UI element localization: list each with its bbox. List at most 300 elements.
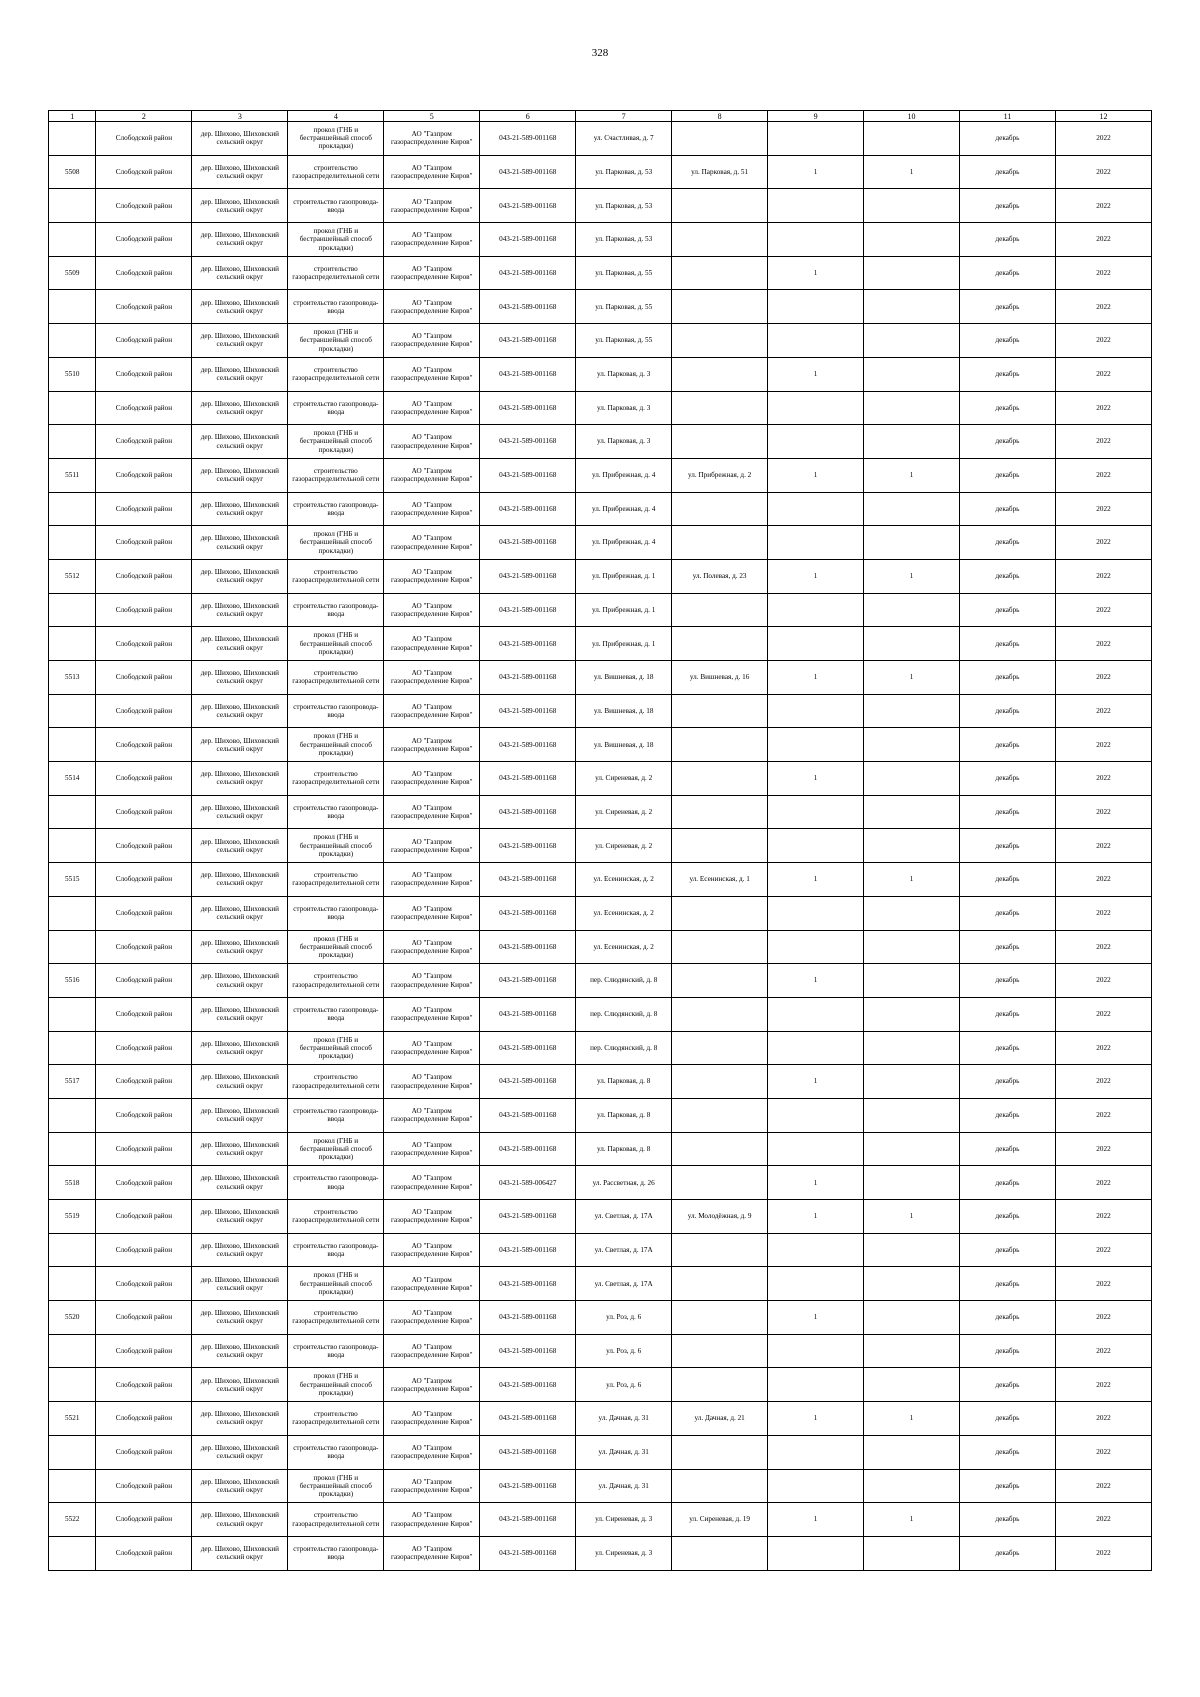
settlement-cell: дер. Шихово, Шиховский сельский округ <box>192 1031 288 1065</box>
table-row <box>49 930 1152 964</box>
quantity-a-cell: 1 <box>768 559 864 593</box>
work-type-cell: прокол (ГНБ и бестраншейный способ прокладки) <box>288 1469 384 1503</box>
row-number-cell <box>49 1536 96 1570</box>
page-number: 328 <box>591 47 609 59</box>
address-cell: ул. Роз, д. 6 <box>576 1334 672 1368</box>
quantity-b-cell <box>864 1368 960 1402</box>
settlement-cell: дер. Шихово, Шиховский сельский округ <box>192 391 288 425</box>
quantity-a-cell: 1 <box>768 155 864 189</box>
quantity-b-cell: 1 <box>864 1200 960 1234</box>
month-cell: декабрь <box>960 458 1056 492</box>
quantity-b-cell <box>864 122 960 156</box>
address-cell: ул. Парковая, д. 55 <box>576 324 672 358</box>
quantity-a-cell: 1 <box>768 256 864 290</box>
row-number-cell <box>49 1267 96 1301</box>
district-cell: Слободской район <box>96 458 192 492</box>
table-row <box>49 1200 1152 1234</box>
settlement-cell: дер. Шихово, Шиховский сельский округ <box>192 694 288 728</box>
table-row <box>49 391 1152 425</box>
month-cell: декабрь <box>960 290 1056 324</box>
year-cell: 2022 <box>1055 661 1151 695</box>
quantity-b-cell <box>864 1132 960 1166</box>
quantity-a-cell: 1 <box>768 458 864 492</box>
work-type-cell: строительство газораспределительной сети <box>288 1065 384 1099</box>
organization-cell: АО "Газпром газораспределение Киров" <box>384 694 480 728</box>
address-cell: пер. Слюдянский, д. 8 <box>576 964 672 998</box>
address-secondary-cell: ул. Сиреневая, д. 19 <box>672 1503 768 1537</box>
address-secondary-cell <box>672 593 768 627</box>
district-cell: Слободской район <box>96 256 192 290</box>
table-row <box>49 964 1152 998</box>
table-row <box>49 1536 1152 1570</box>
row-number-cell <box>49 694 96 728</box>
settlement-cell: дер. Шихово, Шиховский сельский округ <box>192 1469 288 1503</box>
row-number-cell <box>49 1435 96 1469</box>
district-cell: Слободской район <box>96 155 192 189</box>
column-header-11: 11 <box>960 111 1056 122</box>
table-row <box>49 559 1152 593</box>
year-cell: 2022 <box>1055 1469 1151 1503</box>
address-secondary-cell: ул. Дачная, д. 21 <box>672 1402 768 1436</box>
work-type-cell: строительство газопровода-ввода <box>288 1435 384 1469</box>
address-cell: ул. Сиреневая, д. 3 <box>576 1536 672 1570</box>
registry-number-cell: 043-21-589-001168 <box>480 795 576 829</box>
row-number-cell <box>49 930 96 964</box>
table-row <box>49 694 1152 728</box>
year-cell: 2022 <box>1055 627 1151 661</box>
table-row <box>49 1503 1152 1537</box>
registry-number-cell: 043-21-589-001168 <box>480 1200 576 1234</box>
organization-cell: АО "Газпром газораспределение Киров" <box>384 1233 480 1267</box>
organization-cell: АО "Газпром газораспределение Киров" <box>384 661 480 695</box>
month-cell: декабрь <box>960 1200 1056 1234</box>
settlement-cell: дер. Шихово, Шиховский сельский округ <box>192 1301 288 1335</box>
row-number-cell <box>49 896 96 930</box>
quantity-b-cell <box>864 324 960 358</box>
month-cell: декабрь <box>960 1469 1056 1503</box>
quantity-b-cell <box>864 795 960 829</box>
column-header-7: 7 <box>576 111 672 122</box>
address-secondary-cell <box>672 1368 768 1402</box>
quantity-a-cell <box>768 930 864 964</box>
row-number-cell <box>49 425 96 459</box>
settlement-cell: дер. Шихово, Шиховский сельский округ <box>192 256 288 290</box>
registry-number-cell: 043-21-589-001168 <box>480 357 576 391</box>
district-cell: Слободской район <box>96 829 192 863</box>
address-secondary-cell <box>672 1233 768 1267</box>
address-cell: ул. Светлая, д. 17А <box>576 1233 672 1267</box>
address-secondary-cell <box>672 492 768 526</box>
work-type-cell: прокол (ГНБ и бестраншейный способ прокладки) <box>288 930 384 964</box>
column-header-5: 5 <box>384 111 480 122</box>
table-row <box>49 526 1152 560</box>
quantity-a-cell <box>768 223 864 257</box>
district-cell: Слободской район <box>96 1368 192 1402</box>
row-number-cell: 5517 <box>49 1065 96 1099</box>
row-number-cell <box>49 391 96 425</box>
settlement-cell: дер. Шихово, Шиховский сельский округ <box>192 728 288 762</box>
address-cell: ул. Рассветная, д. 26 <box>576 1166 672 1200</box>
work-type-cell: прокол (ГНБ и бестраншейный способ прокладки) <box>288 425 384 459</box>
year-cell: 2022 <box>1055 863 1151 897</box>
address-secondary-cell <box>672 1098 768 1132</box>
month-cell: декабрь <box>960 256 1056 290</box>
address-cell: ул. Парковая, д. 8 <box>576 1098 672 1132</box>
month-cell: декабрь <box>960 1435 1056 1469</box>
table-row <box>49 829 1152 863</box>
settlement-cell: дер. Шихово, Шиховский сельский округ <box>192 1200 288 1234</box>
year-cell: 2022 <box>1055 1098 1151 1132</box>
quantity-b-cell <box>864 930 960 964</box>
district-cell: Слободской район <box>96 863 192 897</box>
month-cell: декабрь <box>960 1065 1056 1099</box>
table-row <box>49 155 1152 189</box>
district-cell: Слободской район <box>96 1301 192 1335</box>
quantity-b-cell <box>864 1166 960 1200</box>
quantity-a-cell: 1 <box>768 964 864 998</box>
table-row <box>49 256 1152 290</box>
address-secondary-cell <box>672 391 768 425</box>
month-cell: декабрь <box>960 694 1056 728</box>
settlement-cell: дер. Шихово, Шиховский сельский округ <box>192 425 288 459</box>
quantity-b-cell <box>864 593 960 627</box>
quantity-b-cell <box>864 425 960 459</box>
district-cell: Слободской район <box>96 526 192 560</box>
table-row <box>49 1233 1152 1267</box>
settlement-cell: дер. Шихово, Шиховский сельский округ <box>192 997 288 1031</box>
month-cell: декабрь <box>960 661 1056 695</box>
organization-cell: АО "Газпром газораспределение Киров" <box>384 1031 480 1065</box>
district-cell: Слободской район <box>96 1098 192 1132</box>
month-cell: декабрь <box>960 1368 1056 1402</box>
registry-number-cell: 043-21-589-001168 <box>480 997 576 1031</box>
registry-number-cell: 043-21-589-001168 <box>480 964 576 998</box>
year-cell: 2022 <box>1055 425 1151 459</box>
registry-number-cell: 043-21-589-001168 <box>480 896 576 930</box>
quantity-a-cell: 1 <box>768 1301 864 1335</box>
quantity-b-cell: 1 <box>864 559 960 593</box>
work-type-cell: строительство газораспределительной сети <box>288 1200 384 1234</box>
year-cell: 2022 <box>1055 1166 1151 1200</box>
district-cell: Слободской район <box>96 189 192 223</box>
settlement-cell: дер. Шихово, Шиховский сельский округ <box>192 526 288 560</box>
quantity-a-cell <box>768 425 864 459</box>
work-type-cell: прокол (ГНБ и бестраншейный способ прокладки) <box>288 1267 384 1301</box>
registry-number-cell: 043-21-589-001168 <box>480 1536 576 1570</box>
address-secondary-cell: ул. Прибрежная, д. 2 <box>672 458 768 492</box>
quantity-b-cell <box>864 189 960 223</box>
year-cell: 2022 <box>1055 964 1151 998</box>
settlement-cell: дер. Шихово, Шиховский сельский округ <box>192 829 288 863</box>
registry-number-cell: 043-21-589-001168 <box>480 728 576 762</box>
year-cell: 2022 <box>1055 1334 1151 1368</box>
month-cell: декабрь <box>960 627 1056 661</box>
row-number-cell <box>49 122 96 156</box>
work-type-cell: прокол (ГНБ и бестраншейный способ прокладки) <box>288 829 384 863</box>
row-number-cell: 5512 <box>49 559 96 593</box>
registry-number-cell: 043-21-589-001168 <box>480 458 576 492</box>
year-cell: 2022 <box>1055 1200 1151 1234</box>
registry-number-cell: 043-21-589-001168 <box>480 1031 576 1065</box>
address-secondary-cell <box>672 1435 768 1469</box>
organization-cell: АО "Газпром газораспределение Киров" <box>384 155 480 189</box>
quantity-b-cell: 1 <box>864 1503 960 1537</box>
settlement-cell: дер. Шихово, Шиховский сельский округ <box>192 863 288 897</box>
settlement-cell: дер. Шихово, Шиховский сельский округ <box>192 1536 288 1570</box>
address-cell: ул. Парковая, д. 3 <box>576 391 672 425</box>
table-row <box>49 1469 1152 1503</box>
settlement-cell: дер. Шихово, Шиховский сельский округ <box>192 122 288 156</box>
month-cell: декабрь <box>960 964 1056 998</box>
year-cell: 2022 <box>1055 795 1151 829</box>
district-cell: Слободской район <box>96 324 192 358</box>
address-cell: ул. Парковая, д. 3 <box>576 357 672 391</box>
table-header <box>49 111 1152 122</box>
column-header-8: 8 <box>672 111 768 122</box>
quantity-a-cell <box>768 492 864 526</box>
district-cell: Слободской район <box>96 559 192 593</box>
registry-number-cell: 043-21-589-001168 <box>480 425 576 459</box>
table-row <box>49 1368 1152 1402</box>
organization-cell: АО "Газпром газораспределение Киров" <box>384 1200 480 1234</box>
address-cell: ул. Прибрежная, д. 4 <box>576 526 672 560</box>
registry-number-cell: 043-21-589-001168 <box>480 1301 576 1335</box>
year-cell: 2022 <box>1055 458 1151 492</box>
table-row <box>49 223 1152 257</box>
table-row <box>49 1267 1152 1301</box>
work-type-cell: строительство газораспределительной сети <box>288 964 384 998</box>
quantity-a-cell <box>768 1536 864 1570</box>
organization-cell: АО "Газпром газораспределение Киров" <box>384 829 480 863</box>
table-row <box>49 425 1152 459</box>
organization-cell: АО "Газпром газораспределение Киров" <box>384 290 480 324</box>
address-cell: ул. Парковая, д. 3 <box>576 425 672 459</box>
row-number-cell: 5515 <box>49 863 96 897</box>
work-type-cell: прокол (ГНБ и бестраншейный способ прокладки) <box>288 728 384 762</box>
quantity-b-cell <box>864 762 960 796</box>
work-type-cell: строительство газопровода-ввода <box>288 997 384 1031</box>
row-number-cell <box>49 1469 96 1503</box>
address-secondary-cell <box>672 964 768 998</box>
address-cell: ул. Прибрежная, д. 1 <box>576 593 672 627</box>
organization-cell: АО "Газпром газораспределение Киров" <box>384 1536 480 1570</box>
address-secondary-cell: ул. Молодёжная, д. 9 <box>672 1200 768 1234</box>
quantity-b-cell <box>864 896 960 930</box>
quantity-a-cell: 1 <box>768 357 864 391</box>
quantity-a-cell <box>768 1334 864 1368</box>
quantity-b-cell: 1 <box>864 155 960 189</box>
district-cell: Слободской район <box>96 425 192 459</box>
district-cell: Слободской район <box>96 694 192 728</box>
address-secondary-cell <box>672 526 768 560</box>
registry-number-cell: 043-21-589-006427 <box>480 1166 576 1200</box>
district-cell: Слободской район <box>96 1402 192 1436</box>
quantity-a-cell <box>768 189 864 223</box>
registry-number-cell: 043-21-589-001168 <box>480 1469 576 1503</box>
work-type-cell: строительство газораспределительной сети <box>288 863 384 897</box>
district-cell: Слободской район <box>96 391 192 425</box>
organization-cell: АО "Газпром газораспределение Киров" <box>384 1132 480 1166</box>
address-cell: ул. Счастливая, д. 7 <box>576 122 672 156</box>
row-number-cell: 5516 <box>49 964 96 998</box>
quantity-b-cell <box>864 627 960 661</box>
address-cell: ул. Сиреневая, д. 2 <box>576 762 672 796</box>
month-cell: декабрь <box>960 1166 1056 1200</box>
quantity-a-cell <box>768 694 864 728</box>
work-type-cell: строительство газопровода-ввода <box>288 290 384 324</box>
registry-number-cell: 043-21-589-001168 <box>480 1435 576 1469</box>
month-cell: декабрь <box>960 863 1056 897</box>
month-cell: декабрь <box>960 896 1056 930</box>
address-cell: ул. Есенинская, д. 2 <box>576 930 672 964</box>
quantity-a-cell <box>768 526 864 560</box>
address-cell: ул. Прибрежная, д. 4 <box>576 458 672 492</box>
registry-number-cell: 043-21-589-001168 <box>480 223 576 257</box>
registry-number-cell: 043-21-589-001168 <box>480 189 576 223</box>
address-secondary-cell <box>672 357 768 391</box>
address-secondary-cell <box>672 795 768 829</box>
year-cell: 2022 <box>1055 694 1151 728</box>
month-cell: декабрь <box>960 795 1056 829</box>
month-cell: декабрь <box>960 1132 1056 1166</box>
address-cell: ул. Парковая, д. 55 <box>576 256 672 290</box>
address-cell: ул. Светлая, д. 17А <box>576 1200 672 1234</box>
row-number-cell: 5513 <box>49 661 96 695</box>
organization-cell: АО "Газпром газораспределение Киров" <box>384 1098 480 1132</box>
organization-cell: АО "Газпром газораспределение Киров" <box>384 997 480 1031</box>
year-cell: 2022 <box>1055 1301 1151 1335</box>
table-row <box>49 1031 1152 1065</box>
work-type-cell: строительство газораспределительной сети <box>288 559 384 593</box>
year-cell: 2022 <box>1055 1031 1151 1065</box>
quantity-a-cell <box>768 1233 864 1267</box>
month-cell: декабрь <box>960 492 1056 526</box>
quantity-b-cell <box>864 1469 960 1503</box>
column-header-10: 10 <box>864 111 960 122</box>
address-secondary-cell <box>672 122 768 156</box>
month-cell: декабрь <box>960 1031 1056 1065</box>
organization-cell: АО "Газпром газораспределение Киров" <box>384 189 480 223</box>
month-cell: декабрь <box>960 1503 1056 1537</box>
quantity-b-cell <box>864 694 960 728</box>
work-type-cell: строительство газораспределительной сети <box>288 155 384 189</box>
address-secondary-cell <box>672 1536 768 1570</box>
district-cell: Слободской район <box>96 661 192 695</box>
quantity-b-cell <box>864 1233 960 1267</box>
year-cell: 2022 <box>1055 829 1151 863</box>
address-cell: ул. Есенинская, д. 2 <box>576 863 672 897</box>
address-secondary-cell <box>672 1267 768 1301</box>
organization-cell: АО "Газпром газораспределение Киров" <box>384 324 480 358</box>
year-cell: 2022 <box>1055 930 1151 964</box>
quantity-b-cell: 1 <box>864 661 960 695</box>
registry-number-cell: 043-21-589-001168 <box>480 1334 576 1368</box>
registry-number-cell: 043-21-589-001168 <box>480 1368 576 1402</box>
organization-cell: АО "Газпром газораспределение Киров" <box>384 391 480 425</box>
settlement-cell: дер. Шихово, Шиховский сельский округ <box>192 930 288 964</box>
registry-number-cell: 043-21-589-001168 <box>480 290 576 324</box>
work-type-cell: строительство газораспределительной сети <box>288 661 384 695</box>
year-cell: 2022 <box>1055 1065 1151 1099</box>
organization-cell: АО "Газпром газораспределение Киров" <box>384 458 480 492</box>
work-type-cell: прокол (ГНБ и бестраншейный способ прокладки) <box>288 627 384 661</box>
work-type-cell: строительство газопровода-ввода <box>288 896 384 930</box>
registry-number-cell: 043-21-589-001168 <box>480 762 576 796</box>
data-table <box>48 110 1152 1571</box>
table-row <box>49 728 1152 762</box>
address-secondary-cell <box>672 290 768 324</box>
organization-cell: АО "Газпром газораспределение Киров" <box>384 1267 480 1301</box>
column-header-9: 9 <box>768 111 864 122</box>
address-cell: ул. Прибрежная, д. 1 <box>576 627 672 661</box>
year-cell: 2022 <box>1055 593 1151 627</box>
row-number-cell <box>49 290 96 324</box>
year-cell: 2022 <box>1055 223 1151 257</box>
row-number-cell <box>49 1233 96 1267</box>
address-cell: ул. Есенинская, д. 2 <box>576 896 672 930</box>
table-row <box>49 492 1152 526</box>
table-row <box>49 997 1152 1031</box>
organization-cell: АО "Газпром газораспределение Киров" <box>384 1469 480 1503</box>
settlement-cell: дер. Шихово, Шиховский сельский округ <box>192 1132 288 1166</box>
year-cell: 2022 <box>1055 256 1151 290</box>
settlement-cell: дер. Шихово, Шиховский сельский округ <box>192 492 288 526</box>
quantity-a-cell <box>768 1469 864 1503</box>
work-type-cell: прокол (ГНБ и бестраншейный способ прокладки) <box>288 1031 384 1065</box>
district-cell: Слободской район <box>96 1132 192 1166</box>
quantity-b-cell <box>864 391 960 425</box>
district-cell: Слободской район <box>96 357 192 391</box>
registry-number-cell: 043-21-589-001168 <box>480 1402 576 1436</box>
address-secondary-cell <box>672 1469 768 1503</box>
quantity-a-cell <box>768 795 864 829</box>
quantity-b-cell <box>864 964 960 998</box>
table-row <box>49 627 1152 661</box>
address-secondary-cell: ул. Полевая, д. 23 <box>672 559 768 593</box>
table-row <box>49 290 1152 324</box>
address-cell: ул. Парковая, д. 8 <box>576 1065 672 1099</box>
table-row <box>49 1132 1152 1166</box>
year-cell: 2022 <box>1055 1402 1151 1436</box>
registry-number-cell: 043-21-589-001168 <box>480 1233 576 1267</box>
address-secondary-cell <box>672 425 768 459</box>
table-row <box>49 863 1152 897</box>
organization-cell: АО "Газпром газораспределение Киров" <box>384 559 480 593</box>
quantity-b-cell <box>864 1098 960 1132</box>
work-type-cell: строительство газопровода-ввода <box>288 492 384 526</box>
address-cell: ул. Парковая, д. 53 <box>576 223 672 257</box>
registry-number-cell: 043-21-589-001168 <box>480 492 576 526</box>
address-secondary-cell <box>672 256 768 290</box>
settlement-cell: дер. Шихово, Шиховский сельский округ <box>192 1098 288 1132</box>
table-row <box>49 1435 1152 1469</box>
year-cell: 2022 <box>1055 391 1151 425</box>
registry-number-cell: 043-21-589-001168 <box>480 1132 576 1166</box>
organization-cell: АО "Газпром газораспределение Киров" <box>384 1334 480 1368</box>
month-cell: декабрь <box>960 1536 1056 1570</box>
registry-number-cell: 043-21-589-001168 <box>480 661 576 695</box>
row-number-cell <box>49 997 96 1031</box>
month-cell: декабрь <box>960 357 1056 391</box>
district-cell: Слободской район <box>96 728 192 762</box>
organization-cell: АО "Газпром газораспределение Киров" <box>384 357 480 391</box>
settlement-cell: дер. Шихово, Шиховский сельский округ <box>192 189 288 223</box>
month-cell: декабрь <box>960 425 1056 459</box>
year-cell: 2022 <box>1055 1267 1151 1301</box>
row-number-cell: 5510 <box>49 357 96 391</box>
quantity-a-cell <box>768 122 864 156</box>
address-cell: ул. Дачная, д. 31 <box>576 1402 672 1436</box>
